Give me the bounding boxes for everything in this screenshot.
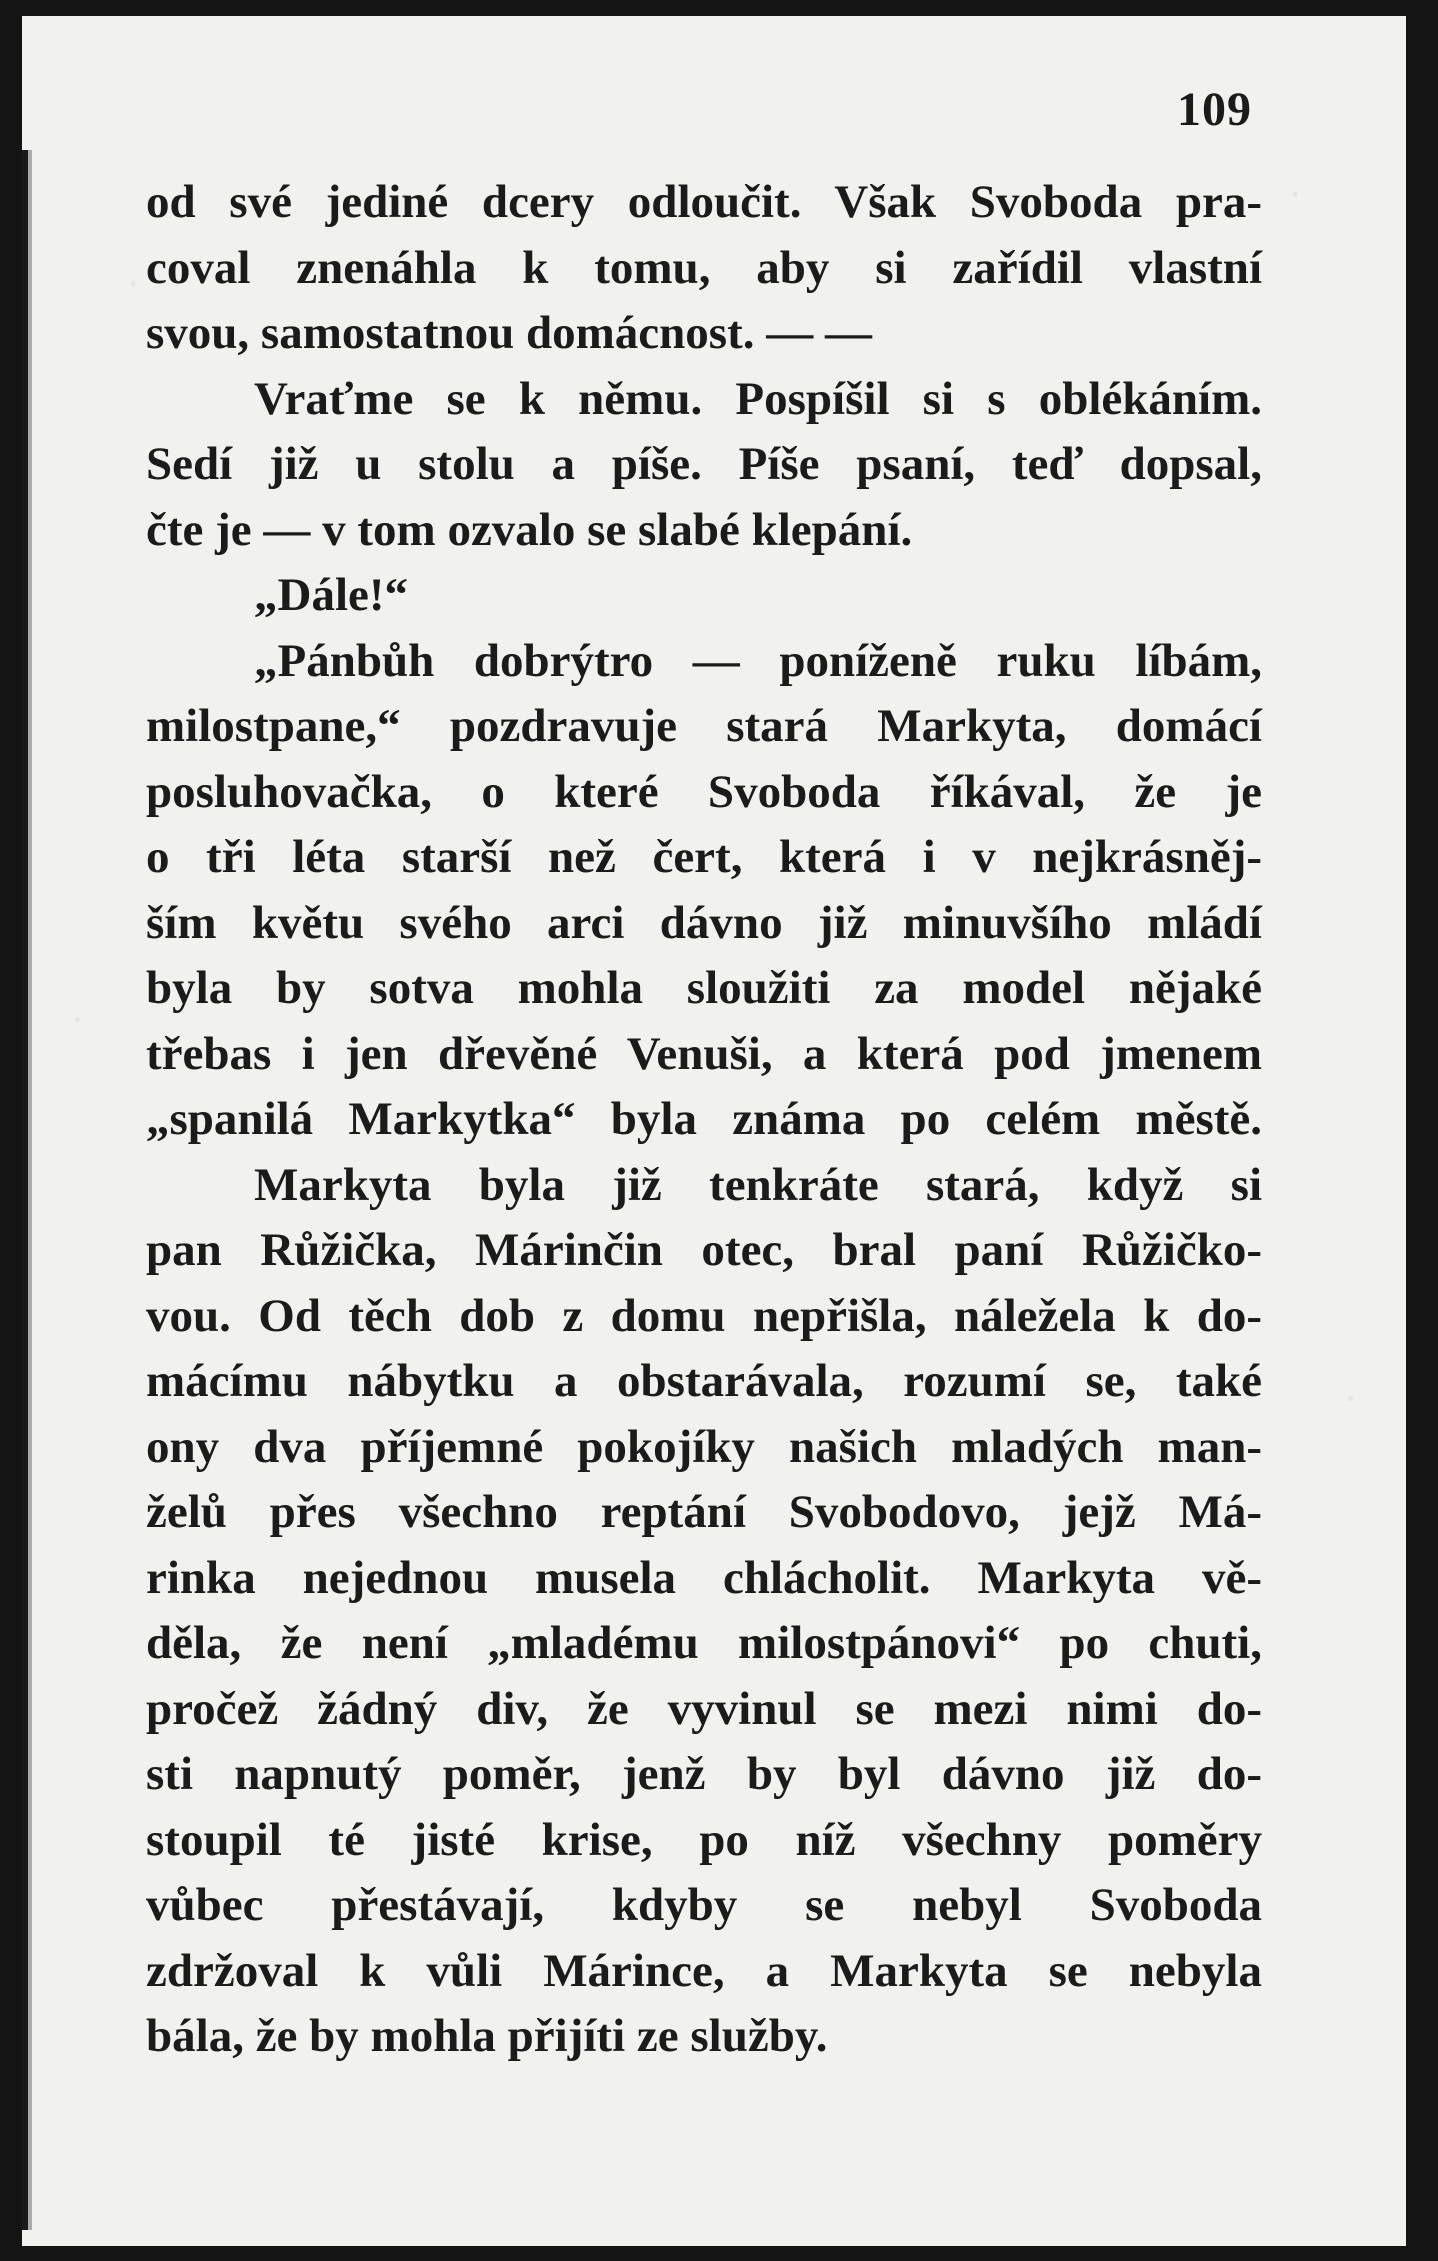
text-line: o tři léta starší než čert, která i v nejkrásněj-	[146, 831, 1262, 883]
text-line: bála, že by mohla přijíti ze služby.	[146, 2010, 828, 2062]
text-line: ony dva příjemné pokojíky našich mladých man-	[146, 1420, 1262, 1473]
text-line: ším květu svého arci dávno již minuvšího mládí	[146, 896, 1262, 949]
text-line: sti napnutý poměr, jenž by byl dávno již do-	[146, 1748, 1262, 1800]
text-line: coval znenáhla k tomu, aby si zařídil vlastní	[146, 241, 1262, 294]
text-line: Vraťme se k němu. Pospíšil si s oblékáním.	[254, 372, 1262, 425]
binding-edge-shadow	[22, 150, 38, 2230]
text-line: pročež žádný div, že vyvinul se mezi nimi do-	[146, 1682, 1262, 1735]
text-line: děla, že není „mladému milostpánovi“ po chuti,	[146, 1617, 1262, 1669]
text-line: milostpane,“ pozdravuje stará Markyta, domácí	[146, 700, 1262, 752]
text-line: čte je — v tom ozvalo se slabé klepání.	[146, 503, 913, 556]
page-number: 109	[1177, 83, 1252, 136]
text-line: mácímu nábytku a obstarávala, rozumí se, také	[146, 1355, 1262, 1407]
body-text	[146, 170, 1262, 2070]
text-line: třebas i jen dřevěné Venuši, a která pod jmenem	[146, 1027, 1262, 1080]
text-line: vůbec přestávají, kdyby se nebyl Svoboda	[146, 1879, 1262, 1931]
text-line: zdržoval k vůli Márince, a Markyta se nebyla	[146, 1944, 1262, 1997]
text-line: Markyta byla již tenkráte stará, když si	[254, 1158, 1262, 1211]
text-line: pan Růžička, Márinčin otec, bral paní Růžičko-	[146, 1224, 1262, 1276]
text-line: „Dále!“	[254, 569, 409, 621]
text-line: byla by sotva mohla sloužiti za model nějaké	[146, 962, 1262, 1014]
text-line: želů přes všechno reptání Svobodovo, jejž Má-	[146, 1486, 1262, 1538]
text-line: svou, samostatnou domácnost. — —	[146, 307, 872, 359]
text-line: rinka nejednou musela chlácholit. Markyta vě-	[146, 1551, 1262, 1604]
text-line: od své jediné dcery odloučit. Však Svoboda pra-	[146, 176, 1262, 228]
text-line: „Pánbůh dobrýtro — poníženě ruku líbám,	[254, 634, 1262, 687]
text-line: stoupil té jisté krise, po níž všechny poměry	[146, 1813, 1262, 1866]
text-line: „spanilá Markytka“ byla známa po celém městě.	[146, 1093, 1262, 1145]
text-line: posluhovačka, o které Svoboda říkával, že je	[146, 765, 1262, 818]
text-line: vou. Od těch dob z domu nepřišla, náležela k do-	[146, 1289, 1262, 1342]
text-line: Sedí již u stolu a píše. Píše psaní, teď dopsal,	[146, 438, 1262, 490]
